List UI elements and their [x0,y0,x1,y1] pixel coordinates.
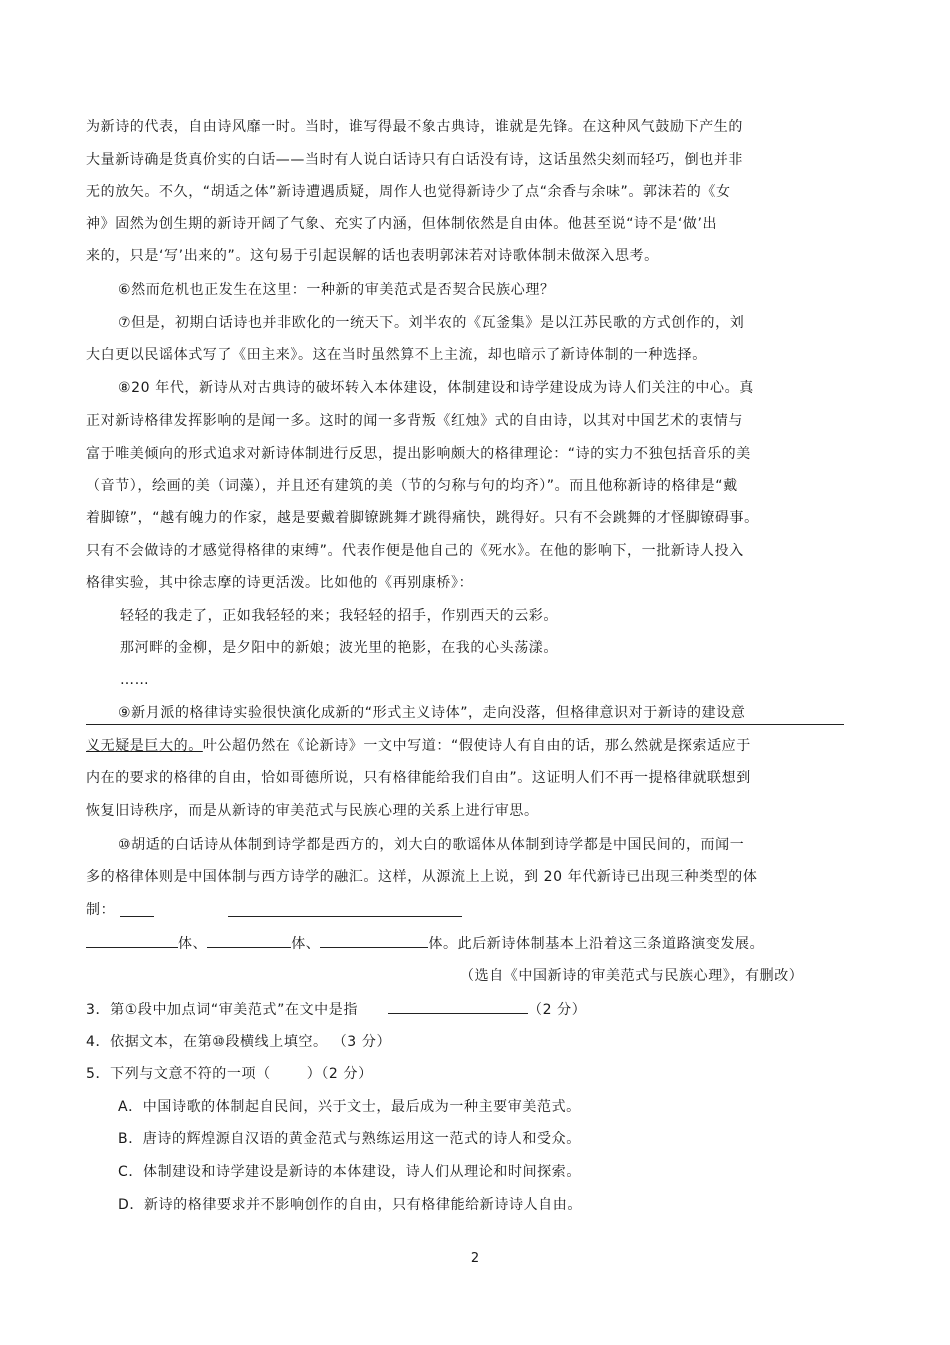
text-line: 正对新诗格律发挥影响的是闻一多。这时的闻一多背叛《红烛》式的自由诗，以其对中国艺术的衷情与 [86,413,743,429]
text-line: 来的，只是‘写’出来的”。这句易于引起误解的话也表明郭沫若对诗歌体制未做深入思考。 [86,248,659,264]
fill-blank-line[interactable] [120,916,154,917]
question-text: 3．第①段中加点词“审美范式”在文中是指 [86,1002,358,1018]
poem-ellipsis: …… [120,672,150,688]
question-5 [86,1064,373,1084]
poem-line: 那河畔的金柳，是夕阳中的新娘；波光里的艳影，在我的心头荡漾。 [120,640,558,656]
text-line: 大量新诗确是货真价实的白话——当时有人说白话诗只有白话没有诗，这话虽然尖刻而轻巧，倒也并非 [86,152,743,168]
text-line: 无的放矢。不久，“胡适之体”新诗遭遇质疑，周作人也觉得新诗少了点“余香与余味”。郭沫若的《女 [86,184,731,200]
question-text: 5．下列与文意不符的一项（ [86,1066,271,1082]
text-line: 着脚镣”，“越有魄力的作家，越是要戴着脚镣跳舞才跳得痛快，跳得好。只有不会跳舞的才怪脚镣碍事。 [86,510,759,526]
text-span: 体、 [178,936,208,952]
text-line: （音节），绘画的美（词藻），并且还有建筑的美（节的匀称与句的均齐）”。而且他称新诗的格律是“戴 [86,478,738,494]
question-4: 4．依据文本，在第⑩段横线上填空。 （3 分） [86,1034,392,1050]
option-c: C．体制建设和诗学建设是新诗的本体建设，诗人们从理论和时间探索。 [118,1164,581,1180]
text-line: 大白更以民谣体式写了《田主来》。这在当时虽然算不上主流，却也暗示了新诗体制的一种选择。 [86,347,707,363]
text-line: 神》固然为创生期的新诗开阔了气象、充实了内涵，但体制依然是自由体。他甚至说“诗不是‘做’出 [86,216,718,232]
text-line-blanks [86,900,115,920]
score-label: （2 分） [527,1002,587,1018]
text-line: 多的格律体则是中国体制与西方诗学的融汇。这样，从源流上上说，到 20 年代新诗已出现三种类型的体 [86,869,758,885]
poem-line: 轻轻的我走了，正如我轻轻的来；我轻轻的招手，作别西天的云彩。 [120,608,558,624]
score-label: ）（2 分） [306,1066,373,1082]
text-line: 富于唯美倾向的形式追求对新诗体制进行反思，提出影响颇大的格律理论：“诗的实力不独包括音乐的美 [86,446,751,462]
text-span: 体。此后新诗体制基本上沿着这三条道路演变发展。 [428,936,765,952]
text-line: 只有不会做诗的才感觉得格律的束缚”。代表作便是他自己的《死水》。在他的影响下，一批新诗人投入 [86,543,744,559]
text-line: 为新诗的代表，自由诗风靡一时。当时，谁写得最不象古典诗，谁就是先锋。在这种风气鼓励下产生的 [86,119,743,135]
text-line: 格律实验，其中徐志摩的诗更活泼。比如他的《再别康桥》： [86,575,474,591]
fill-blank-2[interactable] [207,933,291,948]
page-number: 2 [470,1251,480,1266]
fill-blank-line[interactable] [228,916,462,917]
answer-blank[interactable] [388,999,528,1014]
source-citation: （选自《中国新诗的审美范式与民族心理》，有删改） [460,968,804,984]
text-span: 制： [86,902,116,918]
option-b: B．唐诗的辉煌源自汉语的黄金范式与熟练运用这一范式的诗人和受众。 [118,1131,581,1147]
paragraph-7: ⑦但是，初期白话诗也并非欧化的一统天下。刘半农的《瓦釜集》是以江苏民歌的方式创作的，刘 [118,315,745,331]
text-line: 内在的要求的格律的自由，恰如哥德所说，只有格律能给我们自由”。这证明人们不再一提格律就联想到 [86,770,751,786]
question-3 [86,999,586,1020]
option-d: D．新诗的格律要求并不影响创作的自由，只有格律能给新诗诗人自由。 [118,1197,582,1213]
paragraph-9: ⑨新月派的格律诗实验很快演化成新的“形式主义诗体”，走向没落，但格律意识对于新诗的建设意 [118,705,746,721]
paragraph-8: ⑧20 年代，新诗从对古典诗的破坏转入本体建设，体制建设和诗学建设成为诗人们关注的中心。真 [118,380,754,396]
paragraph-10: ⑩胡适的白话诗从体制到诗学都是西方的，刘大白的歌谣体从体制到诗学都是中国民间的，而闻一 [118,837,745,853]
underline-rule [86,724,844,725]
text-line-blanks [86,933,764,954]
text-span: 叶公超仍然在《论新诗》一文中写道：“假使诗人有自由的话，那么然就是探索适应于 [202,738,751,754]
fill-blank-3[interactable] [320,933,428,948]
underlined-sentence: 义无疑是巨大的。 [86,738,203,754]
text-span: 体、 [291,936,321,952]
text-line: 恢复旧诗秩序，而是从新诗的审美范式与民族心理的关系上进行审思。 [86,803,539,819]
paragraph-6: ⑥然而危机也正发生在这里：一种新的审美范式是否契合民族心理？ [118,282,555,298]
option-a: A．中国诗歌的体制起自民间，兴于文士，最后成为一种主要审美范式。 [118,1099,581,1115]
fill-blank-1[interactable] [86,933,178,948]
text-line-with-underline [86,736,751,756]
